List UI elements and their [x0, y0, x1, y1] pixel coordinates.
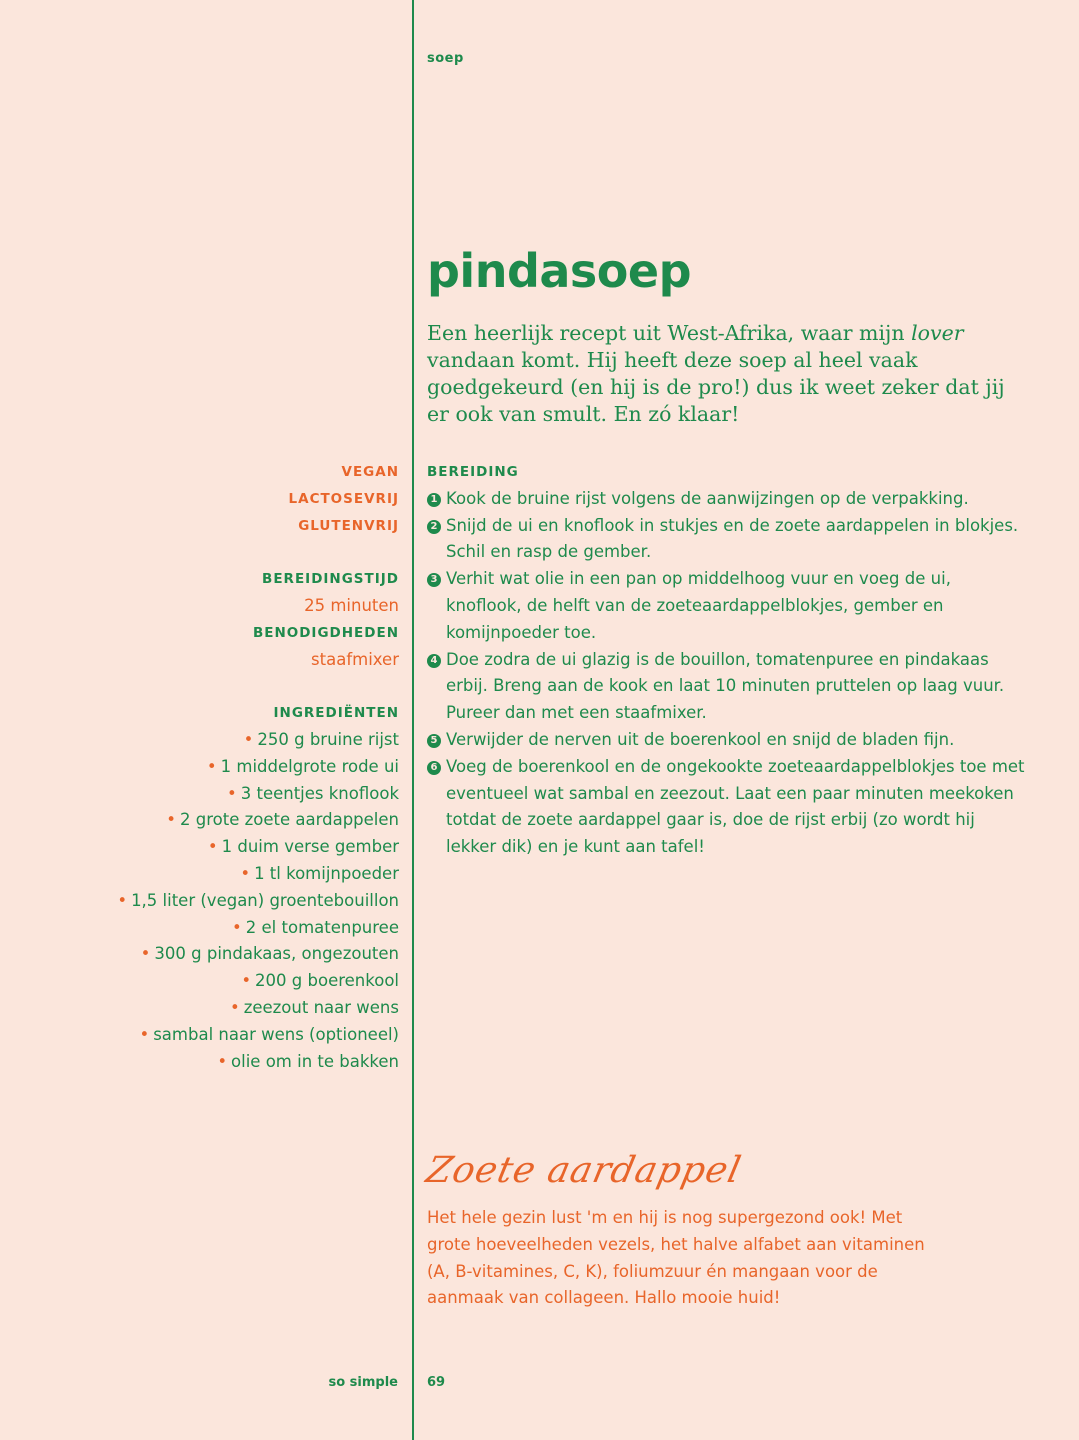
preparation-column: [427, 459, 1027, 861]
step-text: Kook de bruine rijst volgens de aanwijzingen op de verpakking.: [446, 488, 969, 508]
bullet-icon: •: [241, 971, 252, 991]
step-item: [427, 647, 1027, 727]
recipe-title: pindasoep: [427, 244, 692, 298]
page-number: 69: [427, 1375, 446, 1390]
vertical-divider: [412, 0, 414, 1440]
bullet-icon: •: [117, 890, 128, 910]
bullet-icon: •: [240, 863, 251, 883]
footer-book-title: so simple: [328, 1375, 398, 1390]
ingredient-item: • sambal naar wens (optioneel): [139, 1024, 399, 1044]
bullet-icon: •: [207, 837, 218, 857]
intro-emphasis: lover: [911, 321, 964, 345]
tip-title: Zoete aardappel: [422, 1150, 746, 1191]
step-number-icon: 5: [427, 734, 441, 748]
ingredient-item: • 2 el tomatenpuree: [232, 917, 399, 937]
diet-tag-gluten-free: GLUTENVRIJ: [298, 517, 399, 534]
prep-time-label: BEREIDINGSTIJD: [262, 571, 399, 588]
step-number-icon: 4: [427, 654, 441, 668]
bullet-icon: •: [232, 917, 242, 937]
step-item: [427, 727, 1027, 754]
ingredient-item: • zeezout naar wens: [229, 997, 399, 1017]
step-number-icon: 6: [427, 761, 441, 775]
bullet-icon: •: [206, 756, 217, 776]
section-label: soep: [427, 51, 464, 66]
step-item: [427, 513, 1027, 567]
ingredient-item: • 2 grote zoete aardappelen: [166, 810, 399, 830]
bullet-icon: •: [243, 729, 254, 749]
step-text: Snijd de ui en knoflook in stukjes en de zoete aardappelen in blokjes. Schil en rasp de gember.: [446, 515, 1019, 562]
bullet-icon: •: [140, 944, 151, 964]
intro-text-end: vandaan komt. Hij heeft deze soep al heel vaak goedgekeurd (en hij is de pro!) dus ik weet zeker dat jij er ook van smult. En zó klaar!: [427, 348, 1005, 426]
ingredient-item: • 1 middelgrote rode ui: [206, 756, 399, 776]
intro-text-start: Een heerlijk recept uit West-Afrika, waar mijn: [427, 321, 912, 345]
preparation-label: BEREIDING: [427, 464, 519, 480]
step-number-icon: 1: [427, 493, 441, 507]
ingredient-item: • 1 duim verse gember: [207, 837, 399, 857]
ingredient-item: • 250 g bruine rijst: [243, 729, 399, 749]
ingredient-item: • 300 g pindakaas, ongezouten: [140, 944, 399, 964]
step-text: Doe zodra de ui glazig is de bouillon, tomatenpuree en pindakaas erbij. Breng aan de kook en laat 10 minuten pruttelen op laag vuur. Pureer dan met een staafmixer.: [446, 649, 1005, 723]
ingredient-item: • 200 g boerenkool: [241, 971, 399, 991]
ingredients-label: INGREDIËNTEN: [273, 705, 399, 722]
recipe-intro: [427, 320, 1012, 428]
step-text: Verhit wat olie in een pan op middelhoog vuur en voeg de ui, knoflook, de helft van de zoeteaardappelblokjes, gember en komijnpoeder toe.: [446, 569, 951, 642]
step-item: [427, 754, 1027, 861]
diet-tag-lactose-free: LACTOSEVRIJ: [288, 490, 399, 507]
bullet-icon: •: [227, 783, 237, 803]
bullet-icon: •: [217, 1051, 228, 1071]
step-text: Verwijder de nerven uit de boerenkool en snijd de bladen fijn.: [446, 729, 955, 749]
step-number-icon: 2: [427, 520, 441, 534]
ingredient-list: [69, 727, 399, 1075]
ingredient-item: • olie om in te bakken: [217, 1051, 399, 1071]
step-item: [427, 486, 1027, 513]
step-item: [427, 566, 1027, 646]
ingredient-item: • 1,5 liter (vegan) groentebouillon: [117, 890, 399, 910]
equipment-value: staafmixer: [311, 649, 399, 669]
bullet-icon: •: [166, 810, 177, 830]
step-number-icon: 3: [427, 573, 441, 587]
bullet-icon: •: [139, 1024, 150, 1044]
ingredient-item: • 3 teentjes knoflook: [227, 783, 399, 803]
tip-text: Het hele gezin lust 'm en hij is nog supergezond ook! Met grote hoeveelheden vezels, het halve alfabet aan vitaminen (A, B-vitamines, C, K), foliumzuur én mangaan voor de aanmaak van collageen. Hallo mooie huid!: [427, 1208, 925, 1308]
diet-tag-vegan: VEGAN: [341, 464, 399, 480]
prep-time-value: 25 minuten: [304, 595, 399, 615]
recipe-info-column: [69, 459, 399, 1075]
equipment-label: BENODIGDHEDEN: [252, 624, 399, 641]
ingredient-item: • 1 tl komijnpoeder: [240, 863, 399, 883]
bullet-icon: •: [229, 997, 240, 1017]
step-text: Voeg de boerenkool en de ongekookte zoeteaardappelblokjes toe met eventueel wat sambal en zeezout. Laat een paar minuten meekoken totdat de zoete aardappel gaar is, doe de rijst erbij (zo wordt hij lekker dik) en je kunt aan tafel!: [446, 756, 1025, 857]
